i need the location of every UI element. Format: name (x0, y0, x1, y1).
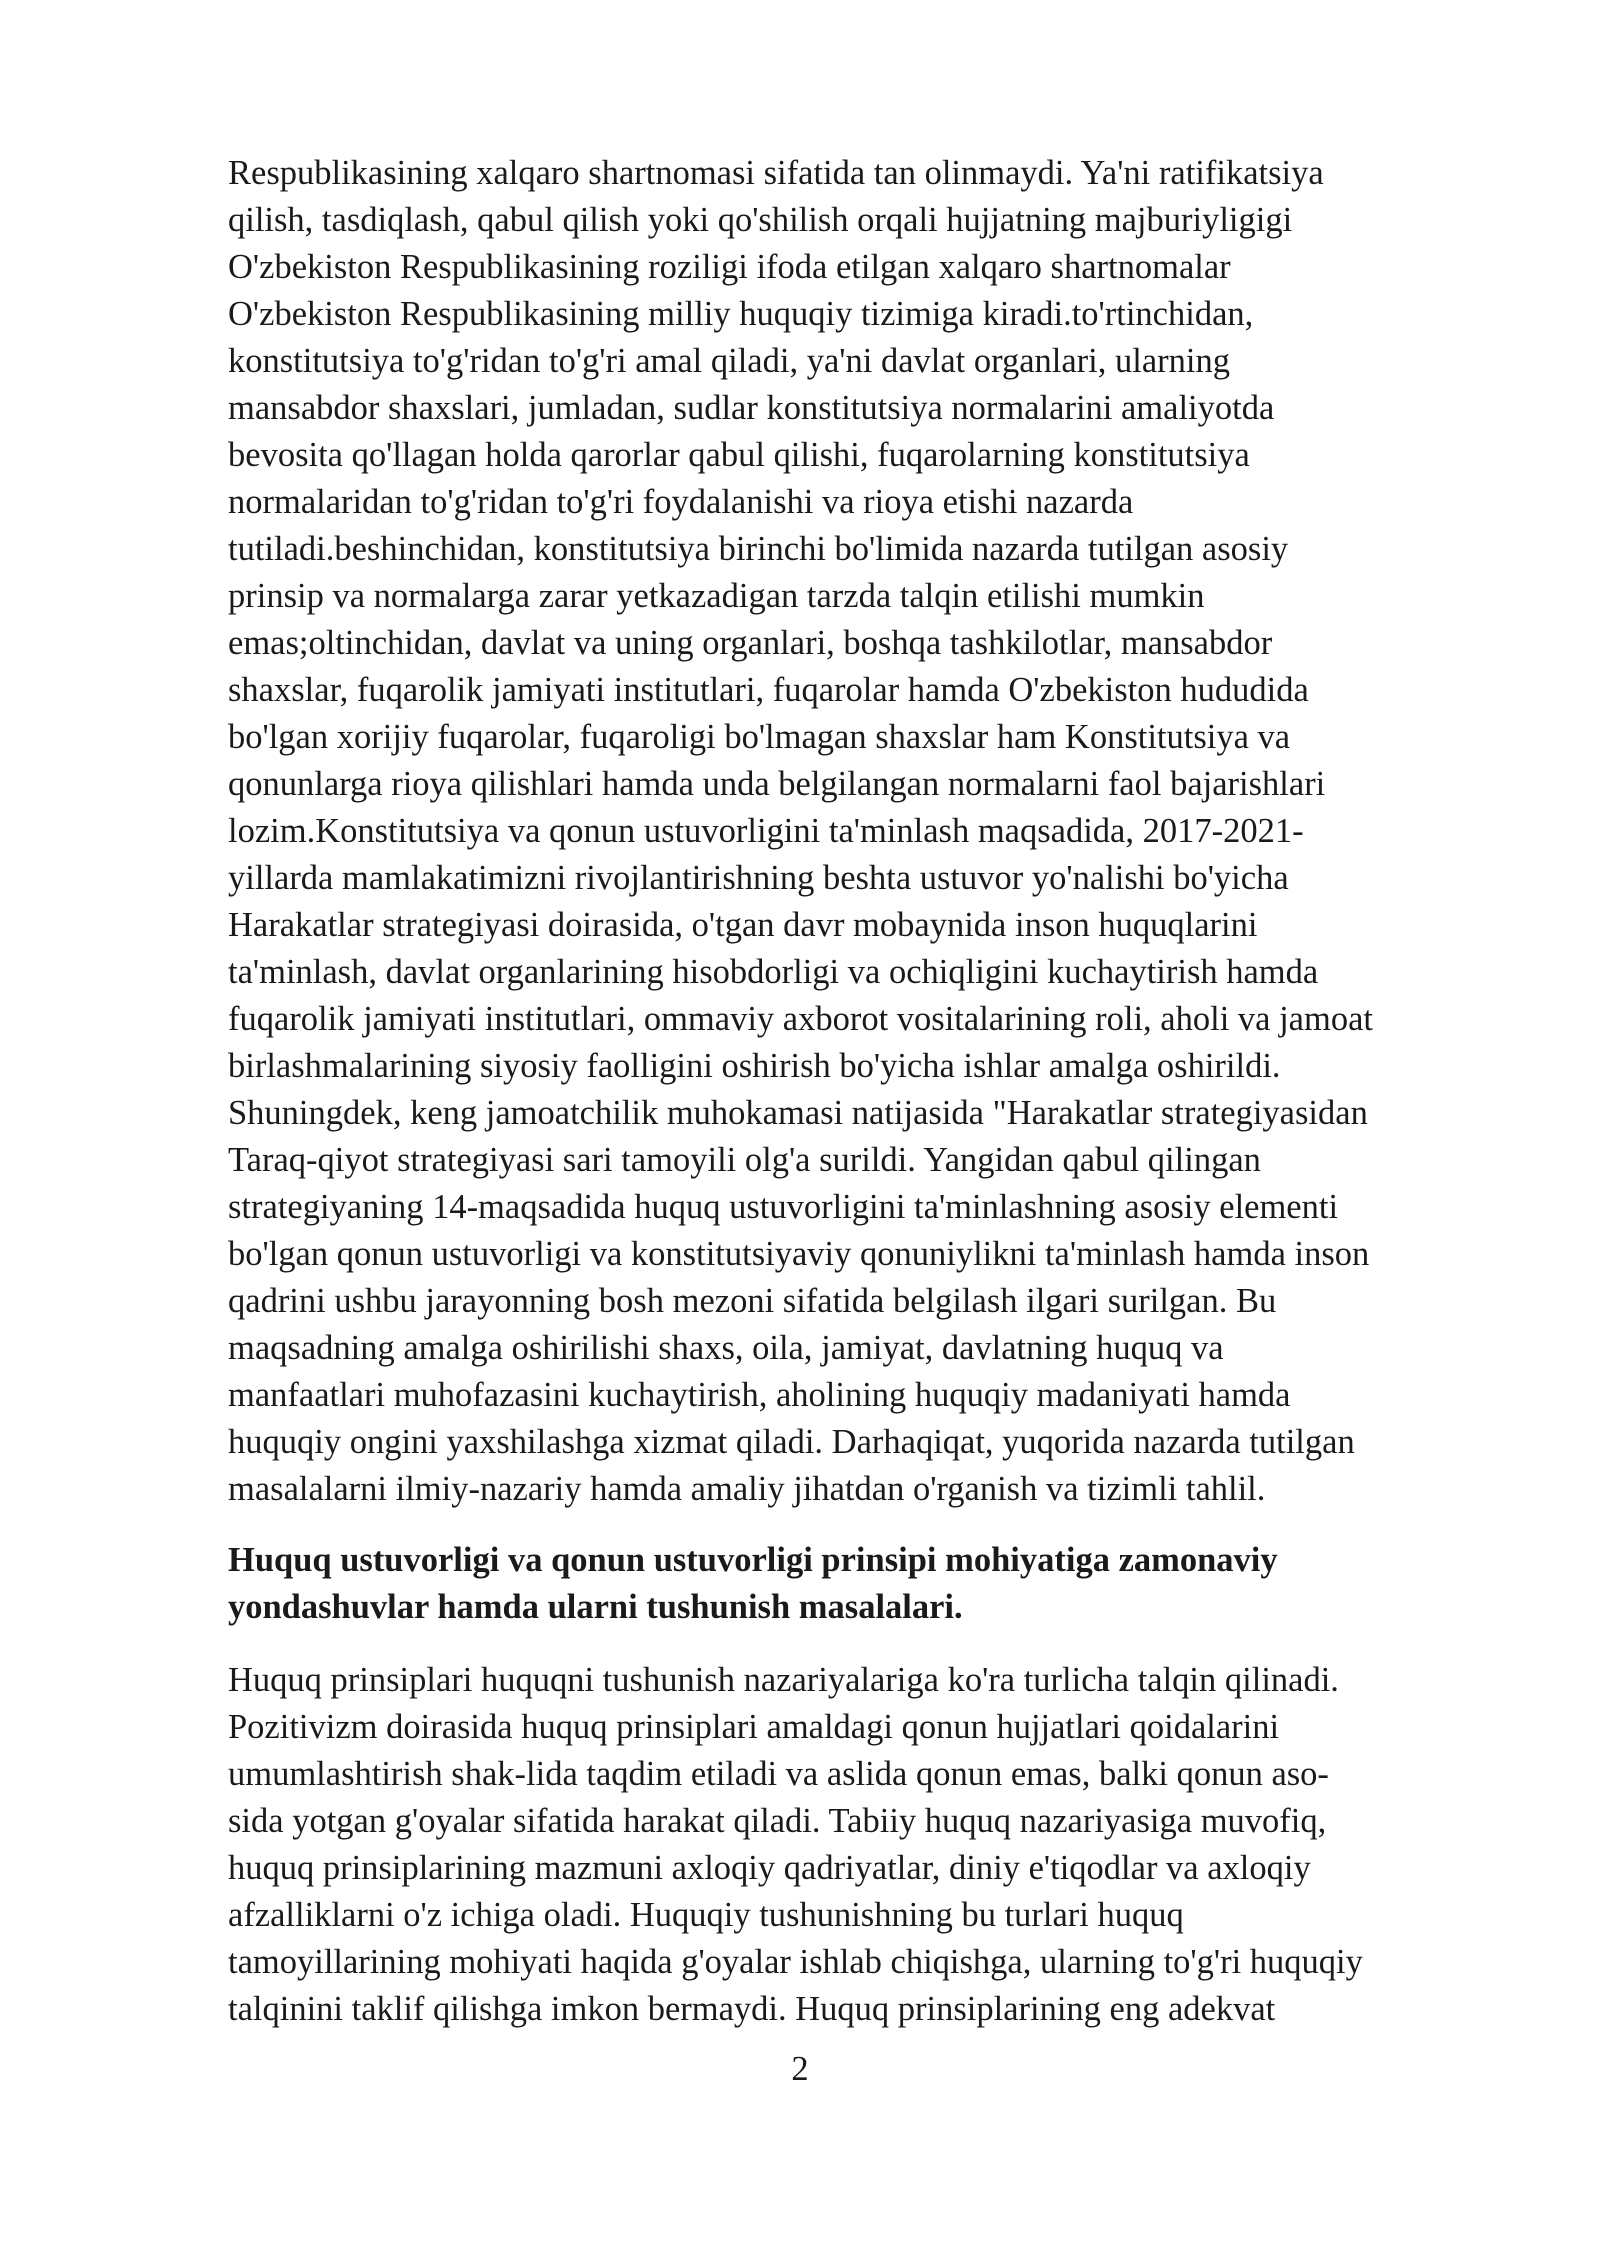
text-line: O'zbekiston Respublikasining roziligi ifoda etilgan xalqaro shartnomalar (228, 248, 1231, 286)
text-line: afzalliklarni o'z ichiga oladi. Huquqiy tushunishning bu turlari huquq (228, 1896, 1184, 1934)
text-line: huquqiy ongini yaxshilashga xizmat qiladi. Darhaqiqat, yuqorida nazarda tutilgan (228, 1423, 1355, 1461)
text-line: Taraq-qiyot strategiyasi sari tamoyili olg'a surildi. Yangidan qabul qilingan (228, 1141, 1261, 1179)
text-line: talqinini taklif qilishga imkon bermaydi. Huquq prinsiplarining eng adekvat (228, 1990, 1276, 2028)
section-heading (228, 1537, 1496, 1631)
document-page (228, 150, 1496, 2033)
heading-line: yondashuvlar hamda ularni tushunish masalalari. (228, 1588, 963, 1626)
text-line: qilish, tasdiqlash, qabul qilish yoki qo'shilish orqali hujjatning majburiyligigi (228, 201, 1293, 239)
text-line: lozim.Konstitutsiya va qonun ustuvorligini ta'minlash maqsadida, 2017-2021- (228, 812, 1304, 850)
text-line: konstitutsiya to'g'ridan to'g'ri amal qiladi, ya'ni davlat organlari, ularning (228, 342, 1230, 380)
text-line: Shuningdek, keng jamoatchilik muhokamasi natijasida "Harakatlar strategiyasidan (228, 1094, 1368, 1132)
text-line: bo'lgan qonun ustuvorligi va konstitutsiyaviy qonuniylikni ta'minlash hamda inson (228, 1235, 1370, 1273)
text-line: normalaridan to'g'ridan to'g'ri foydalanishi va rioya etishi nazarda (228, 483, 1134, 521)
text-line: yillarda mamlakatimizni rivojlantirishning beshta ustuvor yo'nalishi bo'yicha (228, 859, 1289, 897)
text-line: birlashmalarining siyosiy faolligini oshirish bo'yicha ishlar amalga oshirildi. (228, 1047, 1281, 1085)
page-number: 2 (791, 2050, 809, 2088)
text-line: Harakatlar strategiyasi doirasida, o'tgan davr mobaynida inson huquqlarini (228, 906, 1258, 944)
text-line: Respublikasining xalqaro shartnomasi sifatida tan olinmaydi. Ya'ni ratifikatsiya (228, 154, 1324, 192)
text-line: strategiyaning 14-maqsadida huquq ustuvorligini ta'minlashning asosiy elementi (228, 1188, 1339, 1226)
text-line: tutiladi.beshinchidan, konstitutsiya birinchi bo'limida nazarda tutilgan asosiy (228, 530, 1289, 568)
text-line: Pozitivizm doirasida huquq prinsiplari amaldagi qonun hujjatlari qoidalarini (228, 1708, 1280, 1746)
text-line: bevosita qo'llagan holda qarorlar qabul qilishi, fuqarolarning konstitutsiya (228, 436, 1250, 474)
text-line: mansabdor shaxslari, jumladan, sudlar konstitutsiya normalarini amaliyotda (228, 389, 1275, 427)
text-line: shaxslar, fuqarolik jamiyati institutlari, fuqarolar hamda O'zbekiston hududida (228, 671, 1309, 709)
text-line: prinsip va normalarga zarar yetkazadigan tarzda talqin etilishi mumkin (228, 577, 1205, 615)
text-line: qadrini ushbu jarayonning bosh mezoni sifatida belgilash ilgari surilgan. Bu (228, 1282, 1277, 1320)
heading-line: Huquq ustuvorligi va qonun ustuvorligi prinsipi mohiyatiga zamonaviy (228, 1541, 1278, 1579)
text-line: umumlashtirish shak-lida taqdim etiladi va aslida qonun emas, balki qonun aso- (228, 1755, 1329, 1793)
text-line: huquq prinsiplarining mazmuni axloqiy qadriyatlar, diniy e'tiqodlar va axloqiy (228, 1849, 1311, 1887)
text-line: qonunlarga rioya qilishlari hamda unda belgilangan normalarni faol bajarishlari (228, 765, 1326, 803)
text-line: Huquq prinsiplari huquqni tushunish nazariyalariga ko'ra turlicha talqin qilinadi. (228, 1661, 1339, 1699)
text-line: maqsadning amalga oshirilishi shaxs, oila, jamiyat, davlatning huquq va (228, 1329, 1224, 1367)
text-line: sida yotgan g'oyalar sifatida harakat qiladi. Tabiiy huquq nazariyasiga muvofiq, (228, 1802, 1327, 1840)
text-line: ta'minlash, davlat organlarining hisobdorligi va ochiqligini kuchaytirish hamda (228, 953, 1319, 991)
text-line: manfaatlari muhofazasini kuchaytirish, aholining huquqiy madaniyati hamda (228, 1376, 1291, 1414)
text-line: bo'lgan xorijiy fuqarolar, fuqaroligi bo'lmagan shaxslar ham Konstitutsiya va (228, 718, 1291, 756)
text-line: emas;oltinchidan, davlat va uning organlari, boshqa tashkilotlar, mansabdor (228, 624, 1273, 662)
text-line: fuqarolik jamiyati institutlari, ommaviy axborot vositalarining roli, aholi va jamoat (228, 1000, 1373, 1038)
paragraph-1 (228, 150, 1496, 1513)
paragraph-2 (228, 1657, 1496, 2033)
text-line: tamoyillarining mohiyati haqida g'oyalar ishlab chiqishga, ularning to'g'ri huquqiy (228, 1943, 1363, 1981)
text-line: masalalarni ilmiy-nazariy hamda amaliy jihatdan o'rganish va tizimli tahlil. (228, 1470, 1266, 1508)
text-line: O'zbekiston Respublikasining milliy huquqiy tizimiga kiradi.to'rtinchidan, (228, 295, 1254, 333)
